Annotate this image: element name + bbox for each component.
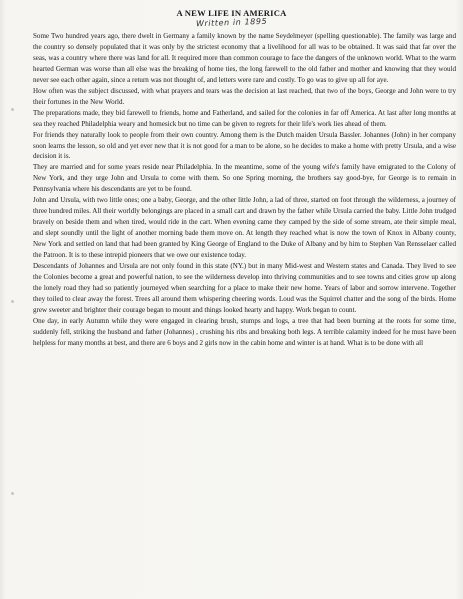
paragraph: For friends they naturally look to people from their own country. Among them is the Dutch maiden Ursula Bassler. Johannes (John) in her company soon learns the lesson, so old and yet ever new that it is not good for a man to be alone, so he decides to make a home with pretty Ursula, and a wise decision it is. (33, 130, 456, 161)
paragraph: They are married and for some years reside near Philadelphia. In the meantime, some of the young wife's family have emigrated to the Colony of New York, and they urge John and Ursula to come with them. So one Spring morning, the brothers say good-bye, for George is to remain in Pennsylvania where his descendants are yet to be found. (33, 163, 456, 194)
paragraph: The preparations made, they bid farewell to friends, home and Fatherland, and sailed for the colonies in far off America. At last after long months at sea they reached Philadelphia weary and homesick but no time can be given to regrets for their life's work lies ahead of them. (33, 108, 456, 128)
paragraph: One day, in early Autumn while they were engaged in clearing brush, stumps and logs, a tree that had been burning at the roots for some time, suddenly fell, striking the husband and father (Johannes) , crushing his ribs and breaking both legs. A terrible calamity indeed for he must have been helpless for many months at best, and there are 6 boys and 2 girls now in the cabin home and winter is at hand. What is to be done with all (33, 316, 456, 347)
handwritten-note: Written in 1895 (195, 16, 268, 29)
document-body (33, 31, 456, 349)
paragraph: Some Two hundred years ago, there dwelt in Germany a family known by the name Seydelmeyer (spelling questionable). The family was large and the country so densely populated that it was only by the strictest economy that a livelihood for all was to be obtained. It was said that far over the seas, was a country where there was land for all. It required more than common courage to face the dangers of the unknown world. What to the warm hearted German was worse than all else was the breaking of home ties, the long farewell to the old father and mother and knowing that they would never see each other again, since a return was not thought of, and letters were rare and costly. To go was to give up all for aye. (33, 32, 456, 84)
paragraph: How often was the subject discussed, with what prayers and tears was the decision at last reached, that two of the boys, George and John were to try their fortunes in the New World. (33, 86, 456, 106)
binder-hole (11, 300, 14, 303)
document-title: A NEW LIFE IN AMERICA (176, 8, 287, 18)
binder-hole (11, 492, 14, 495)
binder-hole (11, 108, 14, 111)
paragraph: Descendants of Johannes and Ursula are not only found in this state (NY.) but in many Mid-west and Western states and Canada. They lived to see the Colonies become a great and powerful nation, to see the wilderness develop into thriving communities and to see towns and cities grow up along the lonely road they had so patiently journeyed when searching for a place to make their new home. Years of labor and sorrow intervene. Together they toiled to clear away the forest. Trees all around them whispering cheering words. Loud was the Squirrel chatter and the song of the birds. Home grew sweeter and brighter their courage began to mount and things looked hearty and happy. Work began to count. (33, 262, 456, 314)
paragraph: John and Ursula, with two little ones; one a baby, George, and the other little John, a lad of three, started on foot through the wilderness, a journey of three hundred miles. All their worldly belongings are placed in a small cart and drawn by the father while Ursula carried the baby. Little John trudged bravely on beside them and when tired, would ride in the cart. When evening came they camped by the side of some stream, ate their simple meal, and slept soundly until the light of another morning bade them move on. At length they reached what is now the town of Knox in Albany county, New York and settled on land that had been granted by King George of England to the Duke of Albany and by him to Stephen Van Rensselaer called the Patroon. It is to these intrepid pioneers that we owe our existence today. (33, 196, 456, 260)
